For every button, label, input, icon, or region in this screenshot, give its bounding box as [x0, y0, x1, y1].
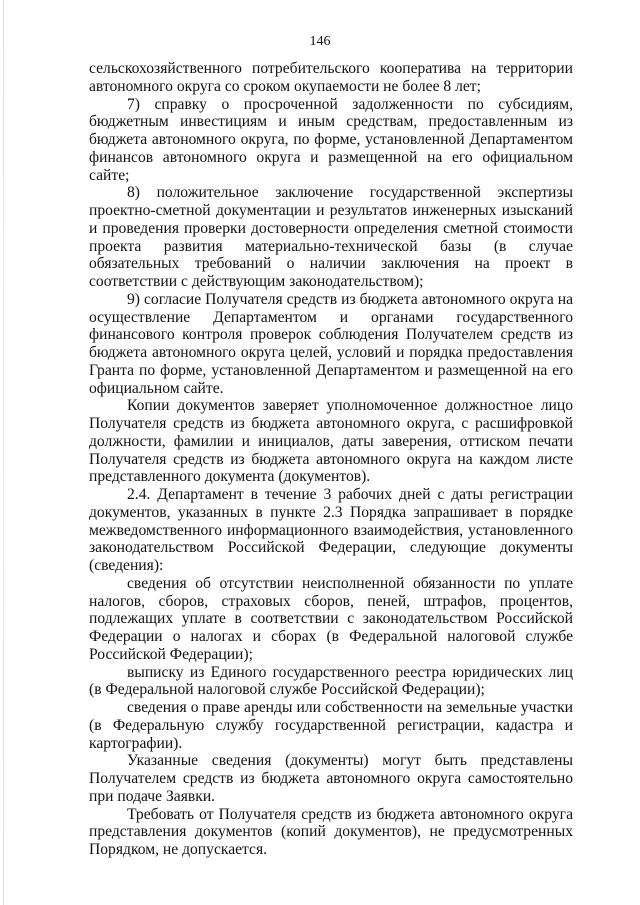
paragraph-prohibition: Требовать от Получателя средств из бюджета автономного округа представления документов (копий документов), не предусмотренных Порядком, не допускается. [89, 805, 573, 858]
document-body [89, 60, 573, 859]
paragraph-copies: Копии документов заверяет уполномоченное должностное лицо Получателя средств из бюджета автономного округа, с расшифровкой должности, фамилии и инициалов, даты заверения, оттиском печати Получателя средств из бюджета автономного округа на каждом листе представленного документа (документов). [89, 397, 573, 486]
paragraph-self-submission: Указанные сведения (документы) могут быть представлены Получателем средств из бюджета автономного округа самостоятельно при подаче Заявки. [89, 752, 573, 805]
paragraph-tax-info: сведения об отсутствии неисполненной обязанности по уплате налогов, сборов, страховых сборов, пеней, штрафов, процентов, подлежащих уплате в соответствии с законодательством Российской Федерации о налогах и сборах (в Федеральной налоговой службе Российской Федерации); [89, 574, 573, 663]
paragraph-registry-extract: выписку из Единого государственного реестра юридических лиц (в Федеральной налоговой службе Российской Федерации); [89, 663, 573, 699]
paragraph-continuation: сельскохозяйственного потребительского кооператива на территории автономного округа со сроком окупаемости не более 8 лет; [89, 60, 573, 95]
paragraph-land-rights: сведения о праве аренды или собственности на земельные участки (в Федеральную службу государственной регистрации, кадастра и картографии). [89, 699, 573, 752]
page-number: 146 [309, 34, 331, 49]
paragraph-item-9: 9) согласие Получателя средств из бюджета автономного округа на осуществление Департаментом и органами государственного финансового контроля проверок соблюдения Получателем средств из бюджета автономного округа целей, условий и порядка предоставления Гранта по форме, установленной Департаментом и размещенной на его официальном сайте. [89, 290, 573, 397]
paragraph-item-8: 8) положительное заключение государственной экспертизы проектно-сметной документации и результатов инженерных изысканий и проведения проверки достоверности определения сметной стоимости проекта развития материально-технической базы (в случае обязательных требований о наличии заключения на проект в соответствии с действующим законодательством); [89, 184, 573, 290]
scan-edge-line [3, 0, 4, 905]
paragraph-section-2-4: 2.4. Департамент в течение 3 рабочих дней с даты регистрации документов, указанных в пункте 2.3 Порядка запрашивает в порядке межведомственного информационного взаимодействия, установленного законодательством Российской Федерации, следующие документы (сведения): [89, 486, 573, 574]
paragraph-item-7: 7) справку о просроченной задолженности по субсидиям, бюджетным инвестициям и иным средствам, предоставленным из бюджета автономного округа, по форме, установленной Департаментом финансов автономного округа и размещенной на его официальном сайте; [89, 95, 573, 184]
